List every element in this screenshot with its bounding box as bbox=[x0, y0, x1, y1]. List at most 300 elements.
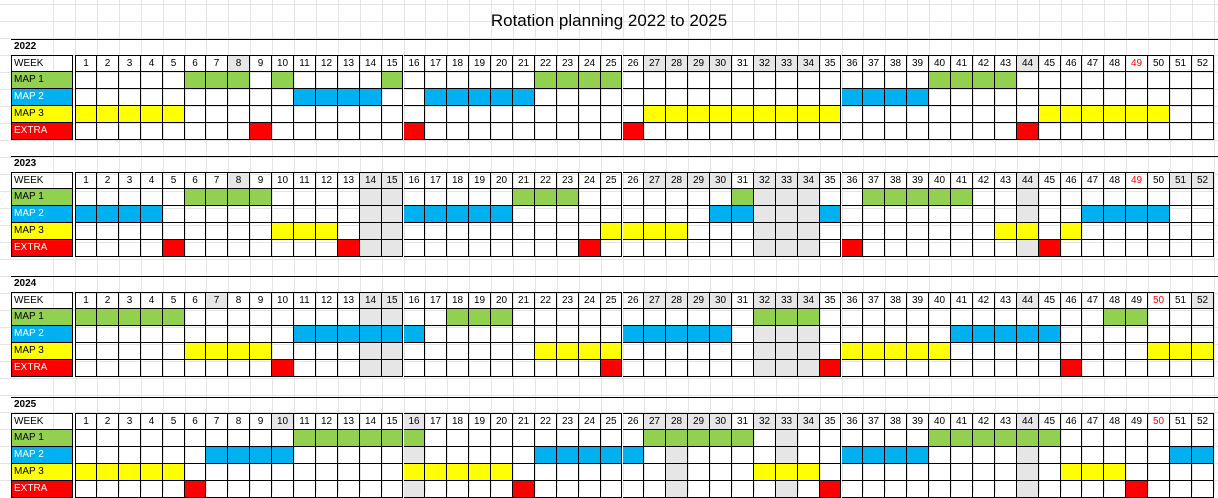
schedule-cell bbox=[491, 360, 513, 377]
schedule-cell bbox=[360, 481, 382, 498]
schedule-cell bbox=[710, 240, 732, 257]
schedule-cell bbox=[951, 481, 973, 498]
schedule-cell bbox=[1061, 309, 1082, 326]
schedule-cell bbox=[710, 189, 732, 206]
gridline bbox=[0, 157, 1218, 158]
schedule-cell bbox=[228, 481, 250, 498]
block-top-border bbox=[11, 39, 1218, 40]
schedule-cell bbox=[185, 326, 206, 343]
schedule-cell bbox=[1126, 72, 1148, 89]
schedule-cell bbox=[447, 72, 469, 89]
assigned-cell-map-3 bbox=[1061, 464, 1082, 481]
schedule-cell bbox=[601, 89, 622, 106]
year-label: 2025 bbox=[14, 399, 37, 410]
week-number-cell: 30 bbox=[710, 55, 732, 72]
week-number-cell: 41 bbox=[951, 292, 973, 309]
assigned-cell-map-3 bbox=[1061, 223, 1082, 240]
assigned-cell-map-3 bbox=[404, 464, 425, 481]
schedule-cell bbox=[1104, 223, 1126, 240]
assigned-cell-map-1 bbox=[776, 309, 798, 326]
assigned-cell-map-3 bbox=[535, 343, 557, 360]
schedule-cell bbox=[623, 309, 644, 326]
schedule-cell bbox=[929, 464, 951, 481]
schedule-cell bbox=[907, 481, 929, 498]
schedule-cell bbox=[644, 343, 666, 360]
assigned-cell-map-3 bbox=[842, 343, 863, 360]
assigned-cell-map-2 bbox=[907, 447, 929, 464]
week-number-cell: 51 bbox=[1170, 413, 1192, 430]
schedule-cell bbox=[666, 240, 688, 257]
schedule-cell bbox=[513, 447, 535, 464]
assigned-cell-map-1 bbox=[316, 430, 338, 447]
schedule-cell bbox=[1104, 72, 1126, 89]
week-number-cell: 14 bbox=[360, 172, 382, 189]
schedule-cell bbox=[732, 343, 754, 360]
week-number-cell: 24 bbox=[579, 55, 601, 72]
schedule-cell bbox=[75, 326, 97, 343]
schedule-cell bbox=[228, 326, 250, 343]
schedule-cell bbox=[710, 360, 732, 377]
assigned-cell-map-2 bbox=[1192, 447, 1214, 464]
assigned-cell-map-1 bbox=[228, 189, 250, 206]
week-number-cell: 44 bbox=[1017, 172, 1039, 189]
schedule-cell bbox=[732, 481, 754, 498]
schedule-cell bbox=[995, 447, 1017, 464]
schedule-cell bbox=[863, 309, 885, 326]
schedule-cell bbox=[119, 223, 141, 240]
schedule-cell bbox=[1170, 309, 1192, 326]
schedule-cell bbox=[163, 360, 185, 377]
week-number-cell: 11 bbox=[294, 172, 316, 189]
schedule-cell bbox=[863, 326, 885, 343]
assigned-cell-map-3 bbox=[776, 464, 798, 481]
schedule-cell bbox=[666, 343, 688, 360]
assigned-cell-extra bbox=[601, 360, 622, 377]
schedule-cell bbox=[951, 240, 973, 257]
schedule-cell bbox=[644, 206, 666, 223]
week-number-cell: 5 bbox=[163, 172, 185, 189]
week-number-cell: 39 bbox=[907, 172, 929, 189]
schedule-cell bbox=[97, 447, 119, 464]
schedule-cell bbox=[776, 343, 798, 360]
schedule-cell bbox=[141, 72, 163, 89]
assigned-cell-extra bbox=[185, 481, 206, 498]
week-number-cell: 39 bbox=[907, 292, 929, 309]
week-number-cell: 17 bbox=[425, 172, 447, 189]
schedule-cell bbox=[535, 89, 557, 106]
week-number-cell: 23 bbox=[557, 55, 579, 72]
assigned-cell-map-1 bbox=[75, 309, 97, 326]
assigned-cell-map-3 bbox=[644, 223, 666, 240]
schedule-cell bbox=[929, 106, 951, 123]
schedule-cell bbox=[666, 481, 688, 498]
schedule-cell bbox=[1148, 481, 1170, 498]
schedule-cell bbox=[360, 240, 382, 257]
assigned-cell-map-1 bbox=[995, 430, 1017, 447]
week-number-cell: 21 bbox=[513, 55, 535, 72]
schedule-cell bbox=[557, 123, 579, 140]
schedule-cell bbox=[623, 106, 644, 123]
schedule-cell bbox=[644, 447, 666, 464]
schedule-cell bbox=[557, 481, 579, 498]
schedule-cell bbox=[338, 123, 360, 140]
assigned-cell-map-2 bbox=[404, 326, 425, 343]
assigned-cell-map-2 bbox=[623, 447, 644, 464]
week-number-cell: 43 bbox=[995, 172, 1017, 189]
schedule-cell bbox=[469, 343, 491, 360]
schedule-cell bbox=[469, 481, 491, 498]
schedule-cell bbox=[425, 72, 447, 89]
schedule-cell bbox=[754, 326, 776, 343]
schedule-cell bbox=[557, 464, 579, 481]
schedule-cell bbox=[644, 360, 666, 377]
assigned-cell-map-1 bbox=[644, 430, 666, 447]
schedule-cell bbox=[228, 240, 250, 257]
schedule-cell bbox=[294, 464, 316, 481]
schedule-cell bbox=[206, 89, 228, 106]
assigned-cell-map-1 bbox=[382, 430, 403, 447]
schedule-cell bbox=[1082, 430, 1104, 447]
schedule-cell bbox=[907, 309, 929, 326]
schedule-cell bbox=[447, 360, 469, 377]
schedule-cell bbox=[995, 360, 1017, 377]
assigned-cell-map-3 bbox=[885, 343, 907, 360]
schedule-cell bbox=[119, 72, 141, 89]
schedule-cell bbox=[1104, 326, 1126, 343]
assigned-cell-map-3 bbox=[97, 106, 119, 123]
schedule-cell bbox=[491, 123, 513, 140]
schedule-cell bbox=[513, 106, 535, 123]
schedule-cell bbox=[163, 223, 185, 240]
schedule-cell bbox=[316, 106, 338, 123]
schedule-cell bbox=[1082, 309, 1104, 326]
schedule-cell bbox=[382, 360, 403, 377]
week-number-cell: 30 bbox=[710, 172, 732, 189]
assigned-cell-extra bbox=[250, 123, 272, 140]
schedule-cell bbox=[1192, 360, 1214, 377]
schedule-cell bbox=[425, 189, 447, 206]
schedule-cell bbox=[360, 72, 382, 89]
schedule-cell bbox=[1170, 223, 1192, 240]
schedule-cell bbox=[250, 430, 272, 447]
assigned-cell-map-3 bbox=[995, 223, 1017, 240]
schedule-cell bbox=[382, 464, 403, 481]
schedule-cell bbox=[425, 223, 447, 240]
schedule-cell bbox=[404, 309, 425, 326]
schedule-cell bbox=[951, 360, 973, 377]
schedule-cell bbox=[469, 189, 491, 206]
schedule-cell bbox=[644, 189, 666, 206]
schedule-cell bbox=[666, 206, 688, 223]
schedule-cell bbox=[316, 343, 338, 360]
schedule-cell bbox=[272, 343, 294, 360]
schedule-cell bbox=[1082, 326, 1104, 343]
assigned-cell-map-1 bbox=[185, 189, 206, 206]
schedule-cell bbox=[579, 481, 601, 498]
schedule-cell bbox=[732, 123, 754, 140]
week-number-cell: 34 bbox=[798, 413, 820, 430]
schedule-cell bbox=[601, 206, 622, 223]
week-number-cell: 31 bbox=[732, 413, 754, 430]
schedule-cell bbox=[185, 123, 206, 140]
schedule-cell bbox=[1192, 106, 1214, 123]
assigned-cell-map-1 bbox=[535, 189, 557, 206]
schedule-cell bbox=[141, 123, 163, 140]
schedule-cell bbox=[732, 309, 754, 326]
week-number-cell: 12 bbox=[316, 172, 338, 189]
week-number-cell: 20 bbox=[491, 172, 513, 189]
schedule-cell bbox=[206, 360, 228, 377]
schedule-cell bbox=[228, 309, 250, 326]
week-number-cell: 47 bbox=[1082, 292, 1104, 309]
week-number-cell: 26 bbox=[623, 55, 644, 72]
assigned-cell-map-1 bbox=[710, 430, 732, 447]
schedule-cell bbox=[842, 309, 863, 326]
assigned-cell-map-2 bbox=[469, 89, 491, 106]
schedule-cell bbox=[1126, 223, 1148, 240]
week-number-cell: 3 bbox=[119, 172, 141, 189]
week-number-cell: 5 bbox=[163, 55, 185, 72]
week-number-cell: 14 bbox=[360, 292, 382, 309]
block-top-border bbox=[11, 397, 1218, 398]
week-number-cell: 40 bbox=[929, 413, 951, 430]
schedule-cell bbox=[119, 89, 141, 106]
week-number-cell: 44 bbox=[1017, 413, 1039, 430]
schedule-cell bbox=[820, 72, 841, 89]
schedule-cell bbox=[1104, 430, 1126, 447]
schedule-cell bbox=[688, 189, 710, 206]
schedule-cell bbox=[973, 89, 995, 106]
assigned-cell-map-2 bbox=[623, 326, 644, 343]
schedule-cell bbox=[360, 343, 382, 360]
schedule-cell bbox=[404, 223, 425, 240]
schedule-cell bbox=[820, 123, 841, 140]
schedule-cell bbox=[97, 430, 119, 447]
schedule-cell bbox=[185, 430, 206, 447]
schedule-cell bbox=[885, 223, 907, 240]
assigned-cell-map-1 bbox=[601, 72, 622, 89]
schedule-cell bbox=[863, 106, 885, 123]
assigned-cell-map-2 bbox=[1170, 447, 1192, 464]
assigned-cell-map-3 bbox=[644, 106, 666, 123]
schedule-cell bbox=[491, 430, 513, 447]
week-number-cell: 13 bbox=[338, 413, 360, 430]
week-number-cell: 31 bbox=[732, 172, 754, 189]
schedule-cell bbox=[557, 360, 579, 377]
row-label-map-2: MAP 2 bbox=[11, 326, 73, 343]
week-number-cell: 21 bbox=[513, 292, 535, 309]
assigned-cell-map-1 bbox=[863, 189, 885, 206]
schedule-cell bbox=[754, 123, 776, 140]
assigned-cell-map-3 bbox=[469, 464, 491, 481]
schedule-cell bbox=[732, 240, 754, 257]
assigned-cell-map-1 bbox=[885, 189, 907, 206]
schedule-cell bbox=[316, 360, 338, 377]
schedule-cell bbox=[163, 89, 185, 106]
schedule-cell bbox=[163, 72, 185, 89]
week-number-cell: 28 bbox=[666, 413, 688, 430]
schedule-cell bbox=[907, 430, 929, 447]
week-number-cell: 45 bbox=[1039, 55, 1061, 72]
schedule-cell bbox=[1039, 464, 1061, 481]
assigned-cell-map-3 bbox=[907, 343, 929, 360]
assigned-cell-extra bbox=[272, 360, 294, 377]
week-number-cell: 36 bbox=[842, 55, 863, 72]
schedule-cell bbox=[579, 189, 601, 206]
gridline bbox=[0, 259, 1218, 260]
week-header-label: WEEK bbox=[11, 413, 73, 430]
schedule-cell bbox=[1104, 240, 1126, 257]
schedule-cell bbox=[469, 326, 491, 343]
gridline bbox=[0, 4, 1218, 5]
schedule-cell bbox=[1126, 123, 1148, 140]
schedule-cell bbox=[1192, 206, 1214, 223]
schedule-cell bbox=[995, 123, 1017, 140]
schedule-cell bbox=[206, 240, 228, 257]
schedule-cell bbox=[382, 106, 403, 123]
schedule-cell bbox=[820, 309, 841, 326]
schedule-cell bbox=[425, 123, 447, 140]
schedule-cell bbox=[973, 189, 995, 206]
week-number-cell: 49 bbox=[1126, 292, 1148, 309]
assigned-cell-map-3 bbox=[163, 106, 185, 123]
assigned-cell-map-3 bbox=[798, 464, 820, 481]
assigned-cell-map-3 bbox=[1192, 343, 1214, 360]
schedule-cell bbox=[601, 326, 622, 343]
schedule-cell bbox=[1126, 189, 1148, 206]
schedule-cell bbox=[579, 206, 601, 223]
schedule-cell bbox=[1061, 343, 1082, 360]
week-number-cell: 2 bbox=[97, 292, 119, 309]
assigned-cell-extra bbox=[513, 481, 535, 498]
assigned-cell-map-1 bbox=[907, 189, 929, 206]
schedule-cell bbox=[97, 123, 119, 140]
schedule-cell bbox=[601, 189, 622, 206]
schedule-cell bbox=[1192, 481, 1214, 498]
week-header-label: WEEK bbox=[11, 292, 73, 309]
schedule-cell bbox=[1192, 89, 1214, 106]
schedule-cell bbox=[885, 72, 907, 89]
assigned-cell-map-1 bbox=[469, 309, 491, 326]
schedule-cell bbox=[688, 309, 710, 326]
week-number-cell: 22 bbox=[535, 172, 557, 189]
schedule-cell bbox=[513, 430, 535, 447]
schedule-cell bbox=[185, 106, 206, 123]
schedule-cell bbox=[1170, 464, 1192, 481]
schedule-cell bbox=[513, 464, 535, 481]
week-number-cell: 45 bbox=[1039, 413, 1061, 430]
schedule-cell bbox=[404, 89, 425, 106]
schedule-cell bbox=[185, 240, 206, 257]
block-top-border bbox=[11, 156, 1218, 157]
schedule-cell bbox=[1082, 72, 1104, 89]
week-number-cell: 26 bbox=[623, 172, 644, 189]
week-number-cell: 32 bbox=[754, 413, 776, 430]
week-number-cell: 8 bbox=[228, 413, 250, 430]
assigned-cell-map-1 bbox=[272, 72, 294, 89]
schedule-cell bbox=[798, 206, 820, 223]
assigned-cell-map-2 bbox=[732, 206, 754, 223]
schedule-cell bbox=[294, 309, 316, 326]
schedule-cell bbox=[885, 430, 907, 447]
week-number-cell: 1 bbox=[75, 292, 97, 309]
week-number-cell: 38 bbox=[885, 413, 907, 430]
schedule-cell bbox=[798, 240, 820, 257]
schedule-cell bbox=[820, 189, 841, 206]
schedule-cell bbox=[754, 223, 776, 240]
schedule-cell bbox=[623, 481, 644, 498]
schedule-cell bbox=[228, 223, 250, 240]
schedule-cell bbox=[228, 123, 250, 140]
schedule-cell bbox=[491, 447, 513, 464]
assigned-cell-map-1 bbox=[798, 309, 820, 326]
schedule-cell bbox=[1039, 481, 1061, 498]
schedule-cell bbox=[1082, 89, 1104, 106]
week-number-cell: 17 bbox=[425, 413, 447, 430]
schedule-cell bbox=[360, 447, 382, 464]
schedule-cell bbox=[316, 189, 338, 206]
schedule-cell bbox=[163, 326, 185, 343]
schedule-cell bbox=[1148, 447, 1170, 464]
week-number-cell: 2 bbox=[97, 413, 119, 430]
schedule-cell bbox=[557, 240, 579, 257]
week-number-cell: 3 bbox=[119, 413, 141, 430]
assigned-cell-map-2 bbox=[688, 326, 710, 343]
week-number-cell: 37 bbox=[863, 172, 885, 189]
schedule-cell bbox=[1126, 326, 1148, 343]
schedule-cell bbox=[1192, 326, 1214, 343]
schedule-cell bbox=[250, 326, 272, 343]
schedule-cell bbox=[798, 123, 820, 140]
schedule-cell bbox=[404, 240, 425, 257]
assigned-cell-map-2 bbox=[579, 447, 601, 464]
schedule-cell bbox=[272, 430, 294, 447]
week-number-cell: 33 bbox=[776, 292, 798, 309]
schedule-cell bbox=[1104, 360, 1126, 377]
assigned-cell-map-2 bbox=[885, 447, 907, 464]
schedule-cell bbox=[404, 343, 425, 360]
schedule-cell bbox=[732, 447, 754, 464]
schedule-cell bbox=[1126, 430, 1148, 447]
assigned-cell-map-3 bbox=[1039, 106, 1061, 123]
week-number-cell: 6 bbox=[185, 55, 206, 72]
schedule-cell bbox=[228, 89, 250, 106]
assigned-cell-map-2 bbox=[491, 89, 513, 106]
schedule-cell bbox=[338, 189, 360, 206]
week-number-cell: 48 bbox=[1104, 172, 1126, 189]
schedule-cell bbox=[885, 309, 907, 326]
schedule-cell bbox=[995, 464, 1017, 481]
schedule-cell bbox=[1148, 123, 1170, 140]
schedule-cell bbox=[863, 464, 885, 481]
week-number-cell: 36 bbox=[842, 413, 863, 430]
schedule-cell bbox=[842, 326, 863, 343]
assigned-cell-map-3 bbox=[601, 343, 622, 360]
week-number-cell: 46 bbox=[1061, 292, 1082, 309]
schedule-cell bbox=[666, 72, 688, 89]
schedule-cell bbox=[425, 360, 447, 377]
schedule-cell bbox=[185, 309, 206, 326]
schedule-cell bbox=[382, 481, 403, 498]
schedule-cell bbox=[1148, 72, 1170, 89]
schedule-cell bbox=[863, 481, 885, 498]
schedule-cell bbox=[973, 106, 995, 123]
assigned-cell-map-2 bbox=[294, 326, 316, 343]
schedule-cell bbox=[206, 206, 228, 223]
week-number-cell: 30 bbox=[710, 292, 732, 309]
schedule-cell bbox=[535, 106, 557, 123]
schedule-cell bbox=[1104, 123, 1126, 140]
